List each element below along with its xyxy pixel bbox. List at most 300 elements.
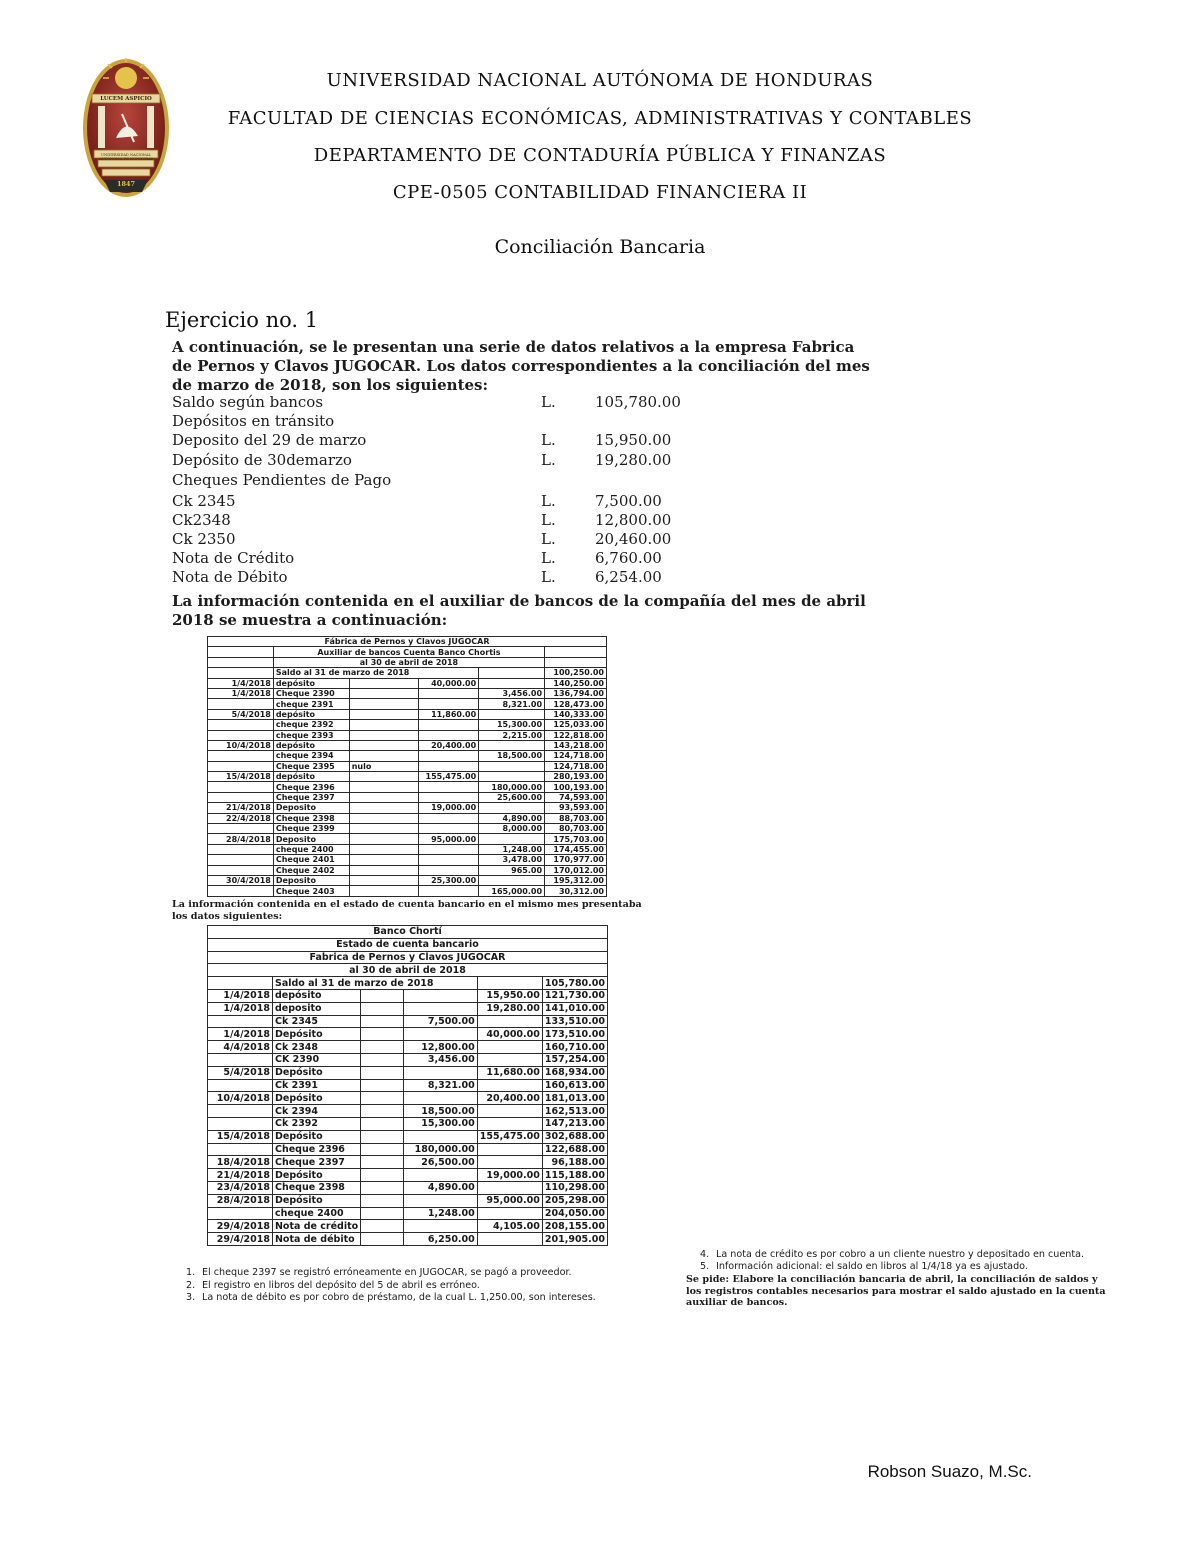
ledger-cell [349, 865, 419, 875]
ledger-cell: 140,333.00 [545, 709, 607, 719]
bank-cell [361, 1220, 404, 1233]
item-amount: 6,254.00 [595, 568, 662, 586]
bank-cell: 1/4/2018 [208, 1002, 273, 1015]
ledger-cell: 165,000.00 [479, 886, 545, 896]
note-number: 5. [700, 1260, 710, 1272]
bank-title-row [208, 951, 608, 964]
ledger-cell: cheque 2400 [273, 844, 349, 854]
ledger-cell [419, 824, 479, 834]
ledger-cell: Cheque 2399 [273, 824, 349, 834]
bank-cell: 95,000.00 [477, 1194, 542, 1207]
bank-cell: Depósito [272, 1194, 360, 1207]
ledger-cell: Cheque 2402 [273, 865, 349, 875]
ledger-cell [419, 699, 479, 709]
bank-cell: 121,730.00 [542, 989, 607, 1002]
bank-cell [477, 1105, 542, 1118]
ledger-cell: Cheque 2396 [273, 782, 349, 792]
ledger-cell: 15,300.00 [479, 720, 545, 730]
ledger-cell [208, 720, 274, 730]
table-row [208, 688, 607, 698]
item-label: Ck2348 [172, 511, 231, 529]
ledger-title-row [208, 637, 607, 647]
ledger-subtitle: Auxiliar de bancos Cuenta Banco Chortis [273, 647, 544, 657]
ledger-cell: Deposito [273, 803, 349, 813]
additional-notes-list [700, 1249, 1120, 1272]
bank-cell: Ck 2394 [272, 1105, 360, 1118]
ledger-cell: 143,218.00 [545, 740, 607, 750]
ledger-cell: 140,250.00 [545, 678, 607, 688]
table-row [208, 699, 607, 709]
ledger-cell: cheque 2394 [273, 751, 349, 761]
bank-cell: 204,050.00 [542, 1207, 607, 1220]
bank-cell: 15,950.00 [477, 989, 542, 1002]
bank-cell: 201,905.00 [542, 1233, 607, 1246]
item-label: Saldo según bancos [172, 393, 324, 411]
ledger-cell [479, 678, 545, 688]
bank-cell: 162,513.00 [542, 1105, 607, 1118]
bank-cell: 20,400.00 [477, 1092, 542, 1105]
bank-subtitle: Estado de cuenta bancario [208, 938, 608, 951]
bank-cell: 19,280.00 [477, 1002, 542, 1015]
ledger-cell [349, 844, 419, 854]
bank-cell: Ck 2392 [272, 1117, 360, 1130]
item-currency: L. [541, 511, 556, 529]
seal-motto: LUCEM ASPICIO [100, 96, 152, 102]
bank-cell: Ck 2345 [272, 1015, 360, 1028]
ledger-title: Fábrica de Pernos y Clavos JUGOCAR [208, 637, 607, 647]
ledger-cell: Deposito [273, 834, 349, 844]
bank-cell: Ck 2348 [272, 1041, 360, 1054]
bank-cell [477, 1015, 542, 1028]
bank-cell [361, 1181, 404, 1194]
ledger-cell: depósito [273, 772, 349, 782]
bank-cell: Depósito [272, 1028, 360, 1041]
bank-cell: depósito [272, 989, 360, 1002]
ledger-cell: Deposito [273, 875, 349, 885]
data-list-item [172, 431, 692, 451]
table-row [208, 720, 607, 730]
ledger-cell [419, 792, 479, 802]
bank-cell: 4/4/2018 [208, 1041, 273, 1054]
ledger-cell: 30/4/2018 [208, 875, 274, 885]
bank-cell [361, 1130, 404, 1143]
bank-date: al 30 de abril de 2018 [208, 964, 608, 977]
note-number: 3. [186, 1292, 196, 1303]
bank-cell [361, 1156, 404, 1169]
bank-cell: 1/4/2018 [208, 989, 273, 1002]
ledger-cell [349, 875, 419, 885]
ledger-cell [479, 740, 545, 750]
ledger-cell [419, 886, 479, 896]
data-list-item [172, 511, 692, 531]
bank-cell: 160,613.00 [542, 1079, 607, 1092]
item-amount: 20,460.00 [595, 530, 672, 548]
exercise-intro: A continuación, se le presentan una serie de datos relativos a la empresa Fabrica de Pernos y Clavos JUGOCAR. Los datos correspondientes a la conciliación del mes de marzo de 2018, son los siguientes: [172, 338, 870, 394]
bank-cell: Ck 2391 [272, 1079, 360, 1092]
ledger-cell: cheque 2393 [273, 730, 349, 740]
bank-cell: 21/4/2018 [208, 1169, 273, 1182]
ledger-cell: 170,012.00 [545, 865, 607, 875]
bank-cell [208, 1143, 273, 1156]
bank-cell: 5/4/2018 [208, 1066, 273, 1079]
ledger-cell [479, 834, 545, 844]
header-department: DEPARTAMENTO DE CONTADURÍA PÚBLICA Y FINANZAS [313, 145, 887, 166]
header-university: UNIVERSIDAD NACIONAL AUTÓNOMA DE HONDURAS [326, 70, 874, 91]
note-number: 1. [186, 1267, 196, 1278]
notes-list [186, 1267, 626, 1305]
bank-cell: 115,188.00 [542, 1169, 607, 1182]
note-item [700, 1249, 1120, 1261]
ledger-cell: 95,000.00 [419, 834, 479, 844]
bank-cell [404, 1002, 478, 1015]
bank-cell: 168,934.00 [542, 1066, 607, 1079]
table-row [208, 1169, 608, 1182]
ledger-cell [349, 688, 419, 698]
bank-cell: 1/4/2018 [208, 1028, 273, 1041]
bank-opening-balance: 105,780.00 [542, 977, 607, 990]
bank-statement-intro: La información contenida en el estado de cuenta bancario en el mismo mes presentaba los datos siguientes: [172, 899, 642, 922]
bank-cell: Cheque 2398 [272, 1181, 360, 1194]
data-list-item [172, 393, 692, 413]
exercise-heading: Ejercicio no. 1 [165, 308, 319, 332]
bank-cell: 4,105.00 [477, 1220, 542, 1233]
bank-cell [404, 1092, 478, 1105]
bank-opening-label: Saldo al 31 de marzo de 2018 [272, 977, 477, 990]
ledger-cell: depósito [273, 740, 349, 750]
ledger-cell [208, 824, 274, 834]
author-signature: Robson Suazo, M.Sc. [867, 1462, 1032, 1481]
ledger-cell: 88,703.00 [545, 813, 607, 823]
table-row [208, 782, 607, 792]
ledger-cell [419, 855, 479, 865]
ledger-cell [479, 803, 545, 813]
ledger-cell: 25,300.00 [419, 875, 479, 885]
table-row [208, 761, 607, 771]
ledger-cell [419, 865, 479, 875]
bank-cell: Depósito [272, 1130, 360, 1143]
ledger-cell [208, 844, 274, 854]
bank-cell: 208,155.00 [542, 1220, 607, 1233]
table-row [208, 1220, 608, 1233]
table-row [208, 1156, 608, 1169]
ledger-table [207, 636, 607, 897]
ledger-cell [479, 772, 545, 782]
bank-title-row [208, 964, 608, 977]
table-row [208, 855, 607, 865]
seal-banner: UNIVERSIDAD NACIONAL AUTÓNOMA DE HONDURAS [98, 153, 154, 162]
bank-cell [208, 1117, 273, 1130]
ledger-cell [208, 751, 274, 761]
bank-cell [404, 1169, 478, 1182]
note-number: 2. [186, 1279, 196, 1291]
table-row [208, 989, 608, 1002]
bank-cell [208, 1053, 273, 1066]
ledger-cell: 80,703.00 [545, 824, 607, 834]
ledger-cell [208, 855, 274, 865]
item-label: Deposito del 29 de marzo [172, 431, 367, 449]
table-row [208, 886, 607, 896]
note-number: 4. [700, 1249, 710, 1260]
ledger-cell: 155,475.00 [419, 772, 479, 782]
ledger-cell [349, 834, 419, 844]
item-label: Nota de Débito [172, 568, 288, 586]
table-row [208, 844, 607, 854]
bank-cell: 29/4/2018 [208, 1233, 273, 1246]
table-row [208, 1079, 608, 1092]
task-block [686, 1274, 1112, 1309]
bank-cell: 18/4/2018 [208, 1156, 273, 1169]
ledger-cell [349, 813, 419, 823]
ledger-cell: cheque 2392 [273, 720, 349, 730]
bank-cell: 29/4/2018 [208, 1220, 273, 1233]
item-currency: L. [541, 393, 556, 411]
ledger-cell: 128,473.00 [545, 699, 607, 709]
ledger-cell: Cheque 2401 [273, 855, 349, 865]
table-row [208, 792, 607, 802]
task-label: Se pide: [686, 1274, 730, 1285]
bank-title-row [208, 938, 608, 951]
item-amount: 6,760.00 [595, 549, 662, 567]
table-row [208, 1066, 608, 1079]
bank-cell: 3,456.00 [404, 1053, 478, 1066]
ledger-cell: 170,977.00 [545, 855, 607, 865]
ledger-cell [208, 792, 274, 802]
bank-cell [208, 1207, 273, 1220]
ledger-cell [349, 720, 419, 730]
bank-cell: 155,475.00 [477, 1130, 542, 1143]
table-row [208, 1194, 608, 1207]
bank-cell: 12,800.00 [404, 1041, 478, 1054]
bank-cell: 6,250.00 [404, 1233, 478, 1246]
ledger-cell [419, 844, 479, 854]
bank-cell [361, 1053, 404, 1066]
bank-cell: 133,510.00 [542, 1015, 607, 1028]
bank-cell: 302,688.00 [542, 1130, 607, 1143]
bank-cell: Nota de crédito [272, 1220, 360, 1233]
ledger-cell: 175,703.00 [545, 834, 607, 844]
note-text: La nota de débito es por cobro de préstamo, de la cual L. 1,250.00, son intereses. [202, 1292, 596, 1303]
ledger-cell: Cheque 2398 [273, 813, 349, 823]
bank-cell [404, 989, 478, 1002]
table-row [208, 730, 607, 740]
bank-cell: 23/4/2018 [208, 1181, 273, 1194]
table-row [208, 1053, 608, 1066]
bank-cell: 26,500.00 [404, 1156, 478, 1169]
note-text: El registro en libros del depósito del 5 de abril es erróneo. [202, 1279, 480, 1291]
bank-cell [404, 1220, 478, 1233]
bank-cell: 160,710.00 [542, 1041, 607, 1054]
ledger-cell: 195,312.00 [545, 875, 607, 885]
bank-cell [361, 1066, 404, 1079]
ledger-cell [419, 751, 479, 761]
ledger-cell: 1,248.00 [479, 844, 545, 854]
data-list-item [172, 451, 692, 471]
ledger-cell [479, 709, 545, 719]
ledger-cell [208, 730, 274, 740]
table-row [208, 1181, 608, 1194]
bank-cell [404, 1194, 478, 1207]
ledger-cell [349, 886, 419, 896]
data-list-item [172, 492, 692, 512]
bank-cell [361, 1015, 404, 1028]
ledger-cell: 18,500.00 [479, 751, 545, 761]
table-row [208, 1002, 608, 1015]
ledger-cell: nulo [349, 761, 419, 771]
bank-cell: 141,010.00 [542, 1002, 607, 1015]
ledger-cell [349, 699, 419, 709]
note-item [700, 1261, 1120, 1273]
bank-cell [477, 1207, 542, 1220]
bank-cell [361, 989, 404, 1002]
bank-cell: 157,254.00 [542, 1053, 607, 1066]
ledger-date: al 30 de abril de 2018 [273, 657, 544, 667]
data-list-item [172, 530, 692, 550]
table-row [208, 1117, 608, 1130]
item-label: Ck 2345 [172, 492, 236, 510]
ledger-cell: 125,033.00 [545, 720, 607, 730]
bank-cell: 205,298.00 [542, 1194, 607, 1207]
bank-cell: 15,300.00 [404, 1117, 478, 1130]
bank-cell [404, 1130, 478, 1143]
bank-cell: Depósito [272, 1066, 360, 1079]
ledger-cell: 28/4/2018 [208, 834, 274, 844]
ledger-cell: 136,794.00 [545, 688, 607, 698]
ledger-cell [349, 855, 419, 865]
table-row [208, 1105, 608, 1118]
bank-cell [361, 1105, 404, 1118]
bank-cell [477, 1143, 542, 1156]
bank-cell: 15/4/2018 [208, 1130, 273, 1143]
bank-cell [361, 1002, 404, 1015]
table-row [208, 1015, 608, 1028]
ledger-cell [349, 824, 419, 834]
ledger-cell [349, 740, 419, 750]
ledger-cell [479, 761, 545, 771]
bank-cell [361, 1041, 404, 1054]
item-currency: L. [541, 451, 556, 469]
ledger-cell [208, 865, 274, 875]
item-currency: L. [541, 431, 556, 449]
data-list-item [172, 549, 692, 569]
ledger-cell: 20,400.00 [419, 740, 479, 750]
ledger-cell: 1/4/2018 [208, 678, 274, 688]
bank-cell: 180,000.00 [404, 1143, 478, 1156]
item-amount: 19,280.00 [595, 451, 672, 469]
bank-cell: 96,188.00 [542, 1156, 607, 1169]
table-row [208, 1092, 608, 1105]
bank-cell: 18,500.00 [404, 1105, 478, 1118]
table-row [208, 678, 607, 688]
ledger-cell: 280,193.00 [545, 772, 607, 782]
ledger-cell: 8,321.00 [479, 699, 545, 709]
bank-cell: 40,000.00 [477, 1028, 542, 1041]
bank-opening-row [208, 977, 608, 990]
ledger-cell [419, 813, 479, 823]
ledger-cell: 124,718.00 [545, 751, 607, 761]
item-amount: 105,780.00 [595, 393, 681, 411]
ledger-cell [419, 730, 479, 740]
ledger-cell: Cheque 2390 [273, 688, 349, 698]
item-label: Depósito de 30demarzo [172, 451, 352, 469]
bank-cell: 19,000.00 [477, 1169, 542, 1182]
bank-cell [208, 1079, 273, 1092]
ledger-cell: 74,593.00 [545, 792, 607, 802]
item-label: Ck 2350 [172, 530, 236, 548]
ledger-cell: 25,600.00 [479, 792, 545, 802]
ledger-intro: La información contenida en el auxiliar de bancos de la compañía del mes de abril 2018 se muestra a continuación: [172, 592, 866, 629]
bank-cell: deposito [272, 1002, 360, 1015]
note-text: Información adicional: el saldo en libros al 1/4/18 ya es ajustado. [716, 1260, 1028, 1272]
ledger-cell: 174,455.00 [545, 844, 607, 854]
note-item [186, 1267, 626, 1280]
bank-cell [477, 1041, 542, 1054]
ledger-title-row [208, 657, 607, 667]
ledger-cell: 100,193.00 [545, 782, 607, 792]
ledger-cell [349, 678, 419, 688]
table-row [208, 1233, 608, 1246]
item-label: Nota de Crédito [172, 549, 295, 567]
bank-statement-table [207, 925, 608, 1246]
seal-year: 1847 [116, 180, 136, 188]
table-row [208, 1207, 608, 1220]
bank-company: Fabrica de Pernos y Clavos JUGOCAR [208, 951, 608, 964]
item-label: Cheques Pendientes de Pago [172, 471, 392, 489]
bank-cell: 4,890.00 [404, 1181, 478, 1194]
bank-cell: Depósito [272, 1092, 360, 1105]
bank-cell [361, 1233, 404, 1246]
bank-cell [208, 1105, 273, 1118]
bank-cell [404, 1066, 478, 1079]
item-amount: 7,500.00 [595, 492, 662, 510]
bank-cell: 8,321.00 [404, 1079, 478, 1092]
bank-cell: Cheque 2397 [272, 1156, 360, 1169]
ledger-cell [349, 730, 419, 740]
ledger-cell: Cheque 2403 [273, 886, 349, 896]
bank-cell [208, 1015, 273, 1028]
table-row [208, 834, 607, 844]
item-currency: L. [541, 492, 556, 510]
ledger-cell [349, 772, 419, 782]
ledger-cell: Cheque 2395 [273, 761, 349, 771]
header-course: CPE-0505 CONTABILIDAD FINANCIERA II [392, 182, 808, 203]
table-row [208, 1028, 608, 1041]
bank-cell: 181,013.00 [542, 1092, 607, 1105]
bank-cell [361, 1079, 404, 1092]
ledger-cell [479, 875, 545, 885]
task-text: Elabore la conciliación bancaria de abril, la conciliación de saldos y los registros contables necesarios para mostrar el saldo ajustado en la cuenta auxiliar de bancos. [686, 1274, 1106, 1308]
ledger-cell [419, 720, 479, 730]
bank-cell: cheque 2400 [272, 1207, 360, 1220]
ledger-cell [419, 761, 479, 771]
data-list-item [172, 471, 692, 491]
ledger-cell: 11,860.00 [419, 709, 479, 719]
table-row [208, 1130, 608, 1143]
ledger-cell: 3,478.00 [479, 855, 545, 865]
bank-cell: 122,688.00 [542, 1143, 607, 1156]
ledger-cell [349, 803, 419, 813]
table-row [208, 709, 607, 719]
ledger-cell: 15/4/2018 [208, 772, 274, 782]
ledger-opening-row [208, 668, 607, 678]
bank-cell [477, 1233, 542, 1246]
bank-cell [477, 1117, 542, 1130]
ledger-opening-balance: 100,250.00 [545, 668, 607, 678]
ledger-cell [419, 688, 479, 698]
table-row [208, 824, 607, 834]
bank-cell: Depósito [272, 1169, 360, 1182]
ledger-cell: depósito [273, 709, 349, 719]
table-row [208, 875, 607, 885]
